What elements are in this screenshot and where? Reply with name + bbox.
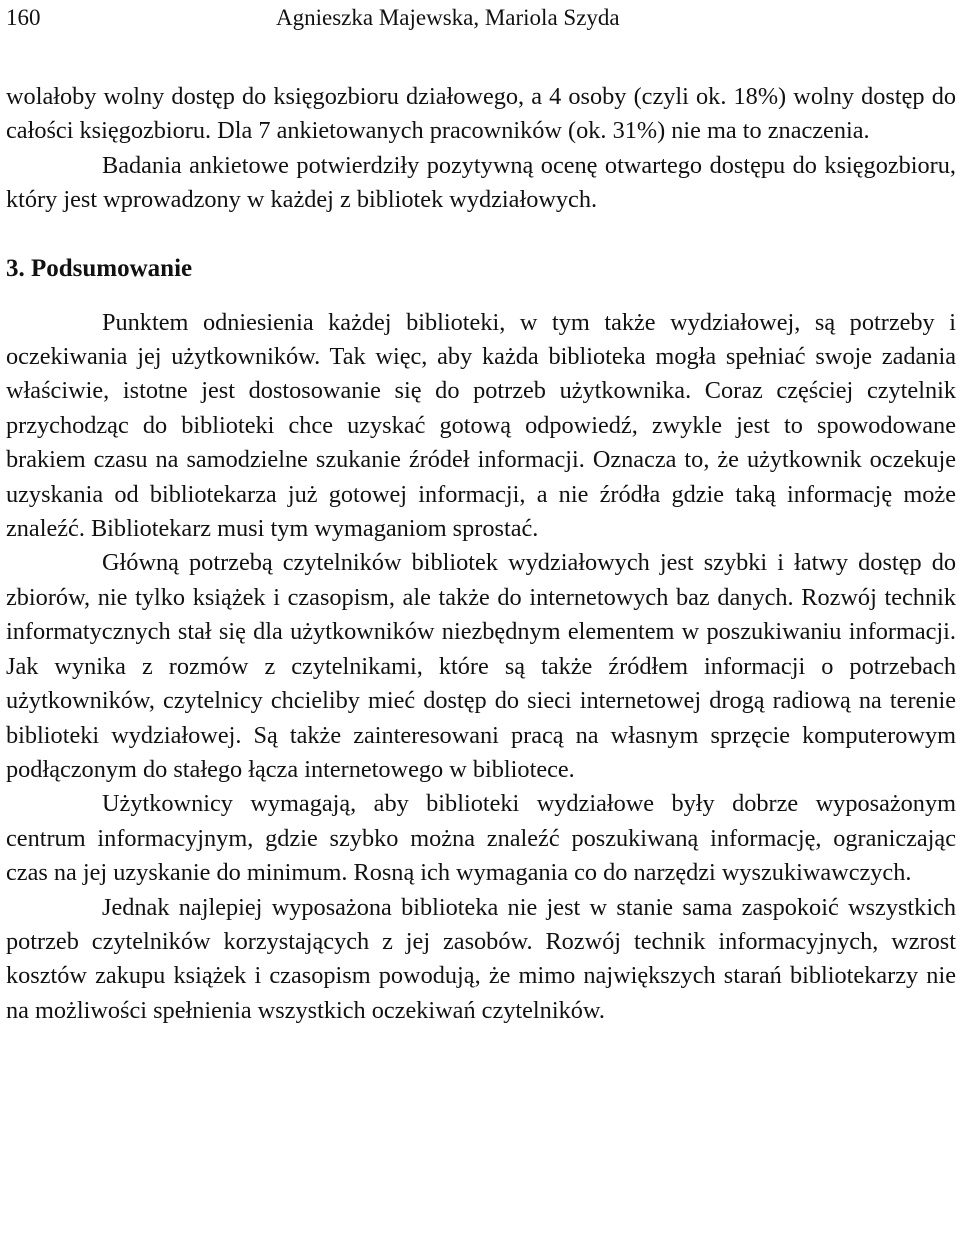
paragraph: Jednak najlepiej wyposażona biblioteka nie jest w stanie sama zaspokoić wszystkich potrzeb czytelników korzystających z jej zasobów. Rozwój technik informacyjnych, wzrost kosztów zakupu książek i czasopism powodują, że mimo największych starań bibliotekarzy nie na możliwości spełnienia wszystkich oczekiwań czytelników.: [6, 893, 956, 1024]
paragraph: Główną potrzebą czytelników bibliotek wydziałowych jest szybki i łatwy dostęp do zbiorów, nie tylko książek i czasopism, ale także do internetowych baz danych. Rozwój technik informatycznych stał się dla użytkowników niezbędnym elementem w poszukiwaniu informacji. Jak wynika z rozmów z czytelnikami, które są także źródłem informacji o potrzebach użytkowników, czytelnicy chcieliby mieć dostęp do sieci internetowej drogą radiową na terenie biblioteki wydziałowej. Są także zainteresowani pracą na własnym sprzęcie komputerowym podłączonym do stałego łącza internetowego w bibliotece.: [6, 549, 956, 783]
paragraph: Badania ankietowe potwierdziły pozytywną ocenę otwartego dostępu do księgozbioru, który jest wprowadzony w każdej z bibliotek wydziałowych.: [6, 151, 956, 214]
running-header-authors: Agnieszka Majewska, Mariola Szyda: [276, 5, 620, 30]
running-header: [6, 0, 954, 36]
paragraph-continued: wolałoby wolny dostęp do księgozbioru działowego, a 4 osoby (czyli ok. 18%) wolny dostęp do całości księgozbioru. Dla 7 ankietowanych pracowników (ok. 31%) nie ma to znaczenia.: [6, 83, 956, 145]
section-heading: 3. Podsumowanie: [6, 254, 193, 282]
paragraph: Punktem odniesienia każdej biblioteki, w tym także wydziałowej, są potrzeby i oczekiwania jej użytkowników. Tak więc, aby każda biblioteka mogła spełniać swoje zadania właściwie, istotne jest dostosowanie się do potrzeb użytkownika. Coraz częściej czytelnik przychodząc do biblioteki chce uzyskać gotową odpowiedź, zwykle jest to spowodowane brakiem czasu na samodzielne szukanie źródeł informacji. Oznacza to, że użytkownik oczekuje uzyskania od bibliotekarza już gotowej informacji, a nie źródła gdzie taką informację może znaleźć. Bibliotekarz musi tym wymaganiom sprostać.: [6, 308, 956, 543]
paragraph: Użytkownicy wymagają, aby biblioteki wydziałowe były dobrze wyposażonym centrum informacyjnym, gdzie szybko można znaleźć poszukiwaną informację, ograniczając czas na jej uzyskanie do minimum. Rosną ich wymagania co do narzędzi wyszukiwawczych.: [6, 790, 956, 887]
body-text: [6, 80, 956, 1028]
page-number: 160: [6, 5, 41, 30]
